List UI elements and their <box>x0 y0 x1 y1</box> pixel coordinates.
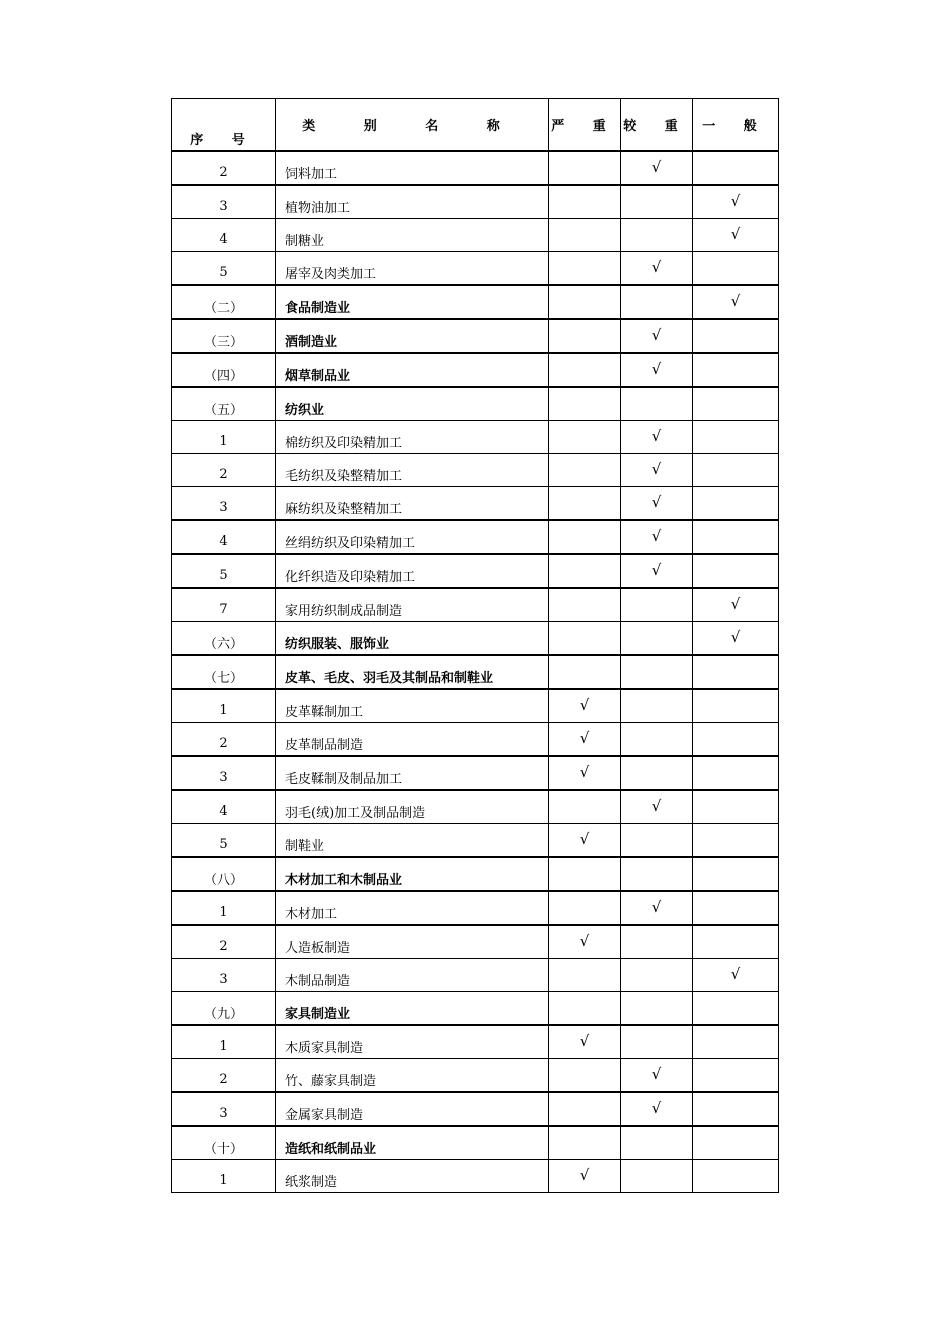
row-category-name <box>276 285 549 319</box>
row-level-moderate <box>621 824 693 858</box>
check-mark-icon: √ <box>651 1098 662 1117</box>
row-seq-text: （六） <box>203 636 243 652</box>
row-level-general <box>693 487 779 521</box>
table-row <box>172 454 779 487</box>
row-level-general <box>693 185 779 219</box>
row-seq <box>172 421 276 454</box>
row-category-name <box>276 151 549 185</box>
row-level-moderate <box>621 319 693 353</box>
row-level-severe <box>549 824 621 858</box>
header-general <box>693 99 779 152</box>
row-category-name <box>276 353 549 387</box>
row-category-name <box>276 554 549 588</box>
table-row <box>172 252 779 286</box>
row-seq-text: 2 <box>219 1071 228 1087</box>
row-level-severe <box>549 520 621 554</box>
row-level-general <box>693 387 779 421</box>
table-row <box>172 622 779 656</box>
row-category-name <box>276 387 549 421</box>
check-mark-icon: √ <box>651 459 662 478</box>
row-level-general <box>693 622 779 656</box>
check-mark-icon: √ <box>651 560 662 579</box>
row-category-name <box>276 421 549 454</box>
row-category-text: 木材加工 <box>285 906 338 922</box>
header-seq-label: 序 号 <box>190 133 257 148</box>
row-seq <box>172 285 276 319</box>
row-seq <box>172 454 276 487</box>
row-seq <box>172 959 276 992</box>
row-level-moderate <box>621 588 693 622</box>
row-level-general <box>693 285 779 319</box>
row-level-moderate <box>621 487 693 521</box>
row-category-name <box>276 655 549 689</box>
row-level-general <box>693 689 779 723</box>
check-mark-icon: √ <box>651 526 662 545</box>
row-seq-text: 3 <box>219 769 228 785</box>
row-category-name <box>276 891 549 925</box>
check-mark-icon: √ <box>730 594 741 613</box>
row-level-general <box>693 857 779 891</box>
table-row <box>172 421 779 454</box>
row-seq-text: （四） <box>203 368 243 384</box>
row-seq <box>172 891 276 925</box>
row-seq-text: （十） <box>203 1141 243 1157</box>
row-seq <box>172 219 276 252</box>
row-seq-text: 2 <box>219 466 228 482</box>
table-row <box>172 689 779 723</box>
row-level-general <box>693 992 779 1026</box>
table-row <box>172 219 779 252</box>
row-level-moderate <box>621 655 693 689</box>
row-seq <box>172 554 276 588</box>
row-level-moderate <box>621 185 693 219</box>
table-row <box>172 353 779 387</box>
row-category-name <box>276 454 549 487</box>
table-row <box>172 655 779 689</box>
row-level-severe <box>549 454 621 487</box>
row-seq-text: 5 <box>219 567 228 583</box>
row-level-moderate <box>621 723 693 757</box>
row-category-text: 丝绢纺织及印染精加工 <box>285 535 416 551</box>
row-level-general <box>693 421 779 454</box>
row-level-moderate <box>621 756 693 790</box>
row-seq-text: 3 <box>219 971 228 987</box>
row-seq <box>172 353 276 387</box>
row-level-severe <box>549 992 621 1026</box>
check-mark-icon: √ <box>651 257 662 276</box>
row-category-text: 烟草制品业 <box>285 368 351 384</box>
row-category-text: 屠宰及肉类加工 <box>285 266 377 282</box>
check-mark-icon: √ <box>730 224 741 243</box>
row-level-severe <box>549 925 621 959</box>
row-level-moderate <box>621 520 693 554</box>
row-level-moderate <box>621 151 693 185</box>
row-level-severe <box>549 219 621 252</box>
row-level-general <box>693 219 779 252</box>
check-mark-icon: √ <box>730 627 741 646</box>
row-level-severe <box>549 622 621 656</box>
header-severe <box>549 99 621 152</box>
row-seq-text: 3 <box>219 198 228 214</box>
row-level-severe <box>549 1092 621 1126</box>
row-level-severe <box>549 554 621 588</box>
row-seq-text: （七） <box>203 670 243 686</box>
row-level-general <box>693 891 779 925</box>
row-category-text: 麻纺织及染整精加工 <box>285 501 403 517</box>
row-category-text: 纺织服装、服饰业 <box>285 636 390 652</box>
row-seq-text: （五） <box>203 402 243 418</box>
table-row <box>172 554 779 588</box>
row-category-text: 化纤织造及印染精加工 <box>285 569 416 585</box>
row-level-moderate <box>621 689 693 723</box>
row-level-general <box>693 1092 779 1126</box>
check-mark-icon: √ <box>579 829 590 848</box>
row-level-severe <box>549 421 621 454</box>
row-level-moderate <box>621 219 693 252</box>
table-row <box>172 487 779 521</box>
row-level-general <box>693 520 779 554</box>
table-row <box>172 790 779 824</box>
table-row <box>172 1092 779 1126</box>
check-mark-icon: √ <box>651 492 662 511</box>
row-seq-text: 1 <box>219 1172 228 1188</box>
row-category-text: 金属家具制造 <box>285 1107 364 1123</box>
row-seq <box>172 655 276 689</box>
row-seq <box>172 487 276 521</box>
row-category-name <box>276 756 549 790</box>
row-seq <box>172 992 276 1026</box>
table-row <box>172 857 779 891</box>
row-seq-text: 2 <box>219 164 228 180</box>
row-seq-text: 2 <box>219 938 228 954</box>
table-row <box>172 1160 779 1193</box>
row-level-moderate <box>621 252 693 286</box>
row-seq-text: 7 <box>219 601 228 617</box>
check-mark-icon: √ <box>579 1165 590 1184</box>
row-level-severe <box>549 588 621 622</box>
check-mark-icon: √ <box>651 1064 662 1083</box>
row-level-moderate <box>621 857 693 891</box>
check-mark-icon: √ <box>579 728 590 747</box>
row-seq <box>172 723 276 757</box>
row-category-name <box>276 689 549 723</box>
check-mark-icon: √ <box>651 157 662 176</box>
row-level-general <box>693 353 779 387</box>
row-seq-text: 5 <box>219 836 228 852</box>
check-mark-icon: √ <box>579 762 590 781</box>
row-level-general <box>693 1126 779 1160</box>
row-seq <box>172 1059 276 1093</box>
row-level-moderate <box>621 454 693 487</box>
row-category-text: 皮革制品制造 <box>285 737 364 753</box>
row-category-text: 制糖业 <box>285 233 325 249</box>
row-seq <box>172 824 276 858</box>
row-seq-text: （八） <box>203 872 243 888</box>
row-seq <box>172 1092 276 1126</box>
row-category-name <box>276 252 549 286</box>
row-category-name <box>276 992 549 1026</box>
row-level-moderate <box>621 891 693 925</box>
row-category-name <box>276 1092 549 1126</box>
row-seq-text: 3 <box>219 499 228 515</box>
row-category-text: 家用纺织制成品制造 <box>285 603 403 619</box>
header-general-label: 一 般 <box>702 119 769 134</box>
row-seq <box>172 151 276 185</box>
row-level-moderate <box>621 1025 693 1059</box>
check-mark-icon: √ <box>651 426 662 445</box>
row-level-severe <box>549 1160 621 1193</box>
table-row <box>172 959 779 992</box>
table-header-row <box>172 99 779 152</box>
row-level-general <box>693 454 779 487</box>
row-level-general <box>693 1059 779 1093</box>
row-level-moderate <box>621 554 693 588</box>
row-level-general <box>693 1160 779 1193</box>
row-seq <box>172 387 276 421</box>
row-category-name <box>276 824 549 858</box>
row-level-severe <box>549 689 621 723</box>
row-seq-text: 2 <box>219 735 228 751</box>
row-level-general <box>693 723 779 757</box>
row-category-name <box>276 925 549 959</box>
header-moderate <box>621 99 693 152</box>
row-category-text: 植物油加工 <box>285 200 351 216</box>
row-seq-text: 5 <box>219 264 228 280</box>
check-mark-icon: √ <box>730 291 741 310</box>
row-category-text: 皮革鞣制加工 <box>285 704 364 720</box>
row-seq <box>172 185 276 219</box>
header-name-label: 类 别 名 称 <box>302 119 522 134</box>
row-category-name <box>276 319 549 353</box>
row-seq-text: 1 <box>219 702 228 718</box>
row-level-severe <box>549 353 621 387</box>
row-category-text: 制鞋业 <box>285 838 325 854</box>
row-category-name <box>276 790 549 824</box>
row-level-moderate <box>621 790 693 824</box>
table-row <box>172 992 779 1026</box>
row-level-general <box>693 588 779 622</box>
table-row <box>172 824 779 858</box>
row-seq-text: 1 <box>219 433 228 449</box>
table-row <box>172 520 779 554</box>
pollution-level-table <box>171 98 779 1193</box>
row-level-general <box>693 151 779 185</box>
row-category-name <box>276 520 549 554</box>
row-category-text: 造纸和纸制品业 <box>285 1141 377 1157</box>
row-level-moderate <box>621 1092 693 1126</box>
row-level-severe <box>549 185 621 219</box>
row-level-moderate <box>621 1059 693 1093</box>
table-row <box>172 151 779 185</box>
row-category-name <box>276 219 549 252</box>
row-level-moderate <box>621 1126 693 1160</box>
row-category-text: 木材加工和木制品业 <box>285 872 403 888</box>
row-level-general <box>693 252 779 286</box>
row-level-moderate <box>621 421 693 454</box>
table-row <box>172 756 779 790</box>
check-mark-icon: √ <box>651 796 662 815</box>
row-category-text: 饲料加工 <box>285 166 338 182</box>
row-level-moderate <box>621 622 693 656</box>
row-category-text: 毛纺织及染整精加工 <box>285 468 403 484</box>
table-row <box>172 891 779 925</box>
row-level-severe <box>549 285 621 319</box>
row-level-severe <box>549 891 621 925</box>
row-category-name <box>276 1160 549 1193</box>
row-level-general <box>693 655 779 689</box>
row-level-moderate <box>621 1160 693 1193</box>
row-category-name <box>276 622 549 656</box>
row-level-severe <box>549 857 621 891</box>
row-level-severe <box>549 1059 621 1093</box>
check-mark-icon: √ <box>579 695 590 714</box>
row-seq <box>172 925 276 959</box>
row-level-severe <box>549 959 621 992</box>
row-seq-text: 4 <box>219 803 228 819</box>
row-category-text: 酒制造业 <box>285 334 338 350</box>
row-seq <box>172 520 276 554</box>
row-category-name <box>276 959 549 992</box>
table-row <box>172 1025 779 1059</box>
row-level-severe <box>549 655 621 689</box>
row-level-general <box>693 790 779 824</box>
row-category-name <box>276 723 549 757</box>
row-seq <box>172 857 276 891</box>
check-mark-icon: √ <box>651 897 662 916</box>
table-row <box>172 319 779 353</box>
check-mark-icon: √ <box>730 191 741 210</box>
row-level-moderate <box>621 387 693 421</box>
row-level-severe <box>549 387 621 421</box>
row-seq <box>172 588 276 622</box>
table-row <box>172 285 779 319</box>
check-mark-icon: √ <box>730 964 741 983</box>
row-seq <box>172 1025 276 1059</box>
row-category-name <box>276 1126 549 1160</box>
row-seq <box>172 319 276 353</box>
check-mark-icon: √ <box>579 1031 590 1050</box>
row-level-severe <box>549 252 621 286</box>
row-level-general <box>693 959 779 992</box>
row-level-severe <box>549 756 621 790</box>
row-level-severe <box>549 1025 621 1059</box>
row-category-name <box>276 487 549 521</box>
row-category-text: 食品制造业 <box>285 300 351 316</box>
table-row <box>172 185 779 219</box>
row-level-general <box>693 1025 779 1059</box>
row-seq-text: （九） <box>203 1006 243 1022</box>
row-seq-text: （三） <box>203 334 243 350</box>
row-level-moderate <box>621 285 693 319</box>
row-level-general <box>693 756 779 790</box>
row-level-general <box>693 319 779 353</box>
row-level-severe <box>549 1126 621 1160</box>
row-seq <box>172 756 276 790</box>
table-row <box>172 1126 779 1160</box>
row-level-general <box>693 925 779 959</box>
row-category-name <box>276 185 549 219</box>
row-seq-text: （二） <box>203 300 243 316</box>
row-level-moderate <box>621 353 693 387</box>
table-row <box>172 1059 779 1093</box>
check-mark-icon: √ <box>579 931 590 950</box>
row-category-name <box>276 588 549 622</box>
row-category-text: 木质家具制造 <box>285 1040 364 1056</box>
row-level-severe <box>549 319 621 353</box>
row-category-name <box>276 1025 549 1059</box>
header-severe-label: 严 重 <box>551 119 618 134</box>
row-level-general <box>693 824 779 858</box>
row-category-text: 羽毛(绒)加工及制品制造 <box>285 805 426 821</box>
row-seq-text: 3 <box>219 1105 228 1121</box>
row-category-text: 家具制造业 <box>285 1006 351 1022</box>
row-seq-text: 4 <box>219 533 228 549</box>
row-level-general <box>693 554 779 588</box>
row-seq-text: 1 <box>219 1038 228 1054</box>
row-category-text: 木制品制造 <box>285 973 351 989</box>
check-mark-icon: √ <box>651 325 662 344</box>
row-seq <box>172 689 276 723</box>
table-row <box>172 588 779 622</box>
row-level-severe <box>549 790 621 824</box>
row-category-text: 毛皮鞣制及制品加工 <box>285 771 403 787</box>
row-category-text: 纸浆制造 <box>285 1174 338 1190</box>
row-seq <box>172 252 276 286</box>
row-level-severe <box>549 151 621 185</box>
row-category-text: 棉纺织及印染精加工 <box>285 435 403 451</box>
row-level-severe <box>549 487 621 521</box>
row-level-severe <box>549 723 621 757</box>
row-seq <box>172 790 276 824</box>
table-row <box>172 925 779 959</box>
header-moderate-label: 较 重 <box>623 119 690 134</box>
row-category-name <box>276 1059 549 1093</box>
row-seq-text: 1 <box>219 904 228 920</box>
header-seq <box>172 99 276 152</box>
row-category-text: 竹、藤家具制造 <box>285 1073 377 1089</box>
row-level-moderate <box>621 959 693 992</box>
row-category-name <box>276 857 549 891</box>
table-row <box>172 387 779 421</box>
row-level-moderate <box>621 925 693 959</box>
row-seq <box>172 622 276 656</box>
check-mark-icon: √ <box>651 359 662 378</box>
header-name <box>276 99 549 152</box>
row-category-text: 人造板制造 <box>285 940 351 956</box>
row-seq <box>172 1126 276 1160</box>
row-seq <box>172 1160 276 1193</box>
row-seq-text: 4 <box>219 231 228 247</box>
row-level-moderate <box>621 992 693 1026</box>
row-category-text: 纺织业 <box>285 402 325 418</box>
table-row <box>172 723 779 757</box>
row-category-text: 皮革、毛皮、羽毛及其制品和制鞋业 <box>285 670 494 686</box>
